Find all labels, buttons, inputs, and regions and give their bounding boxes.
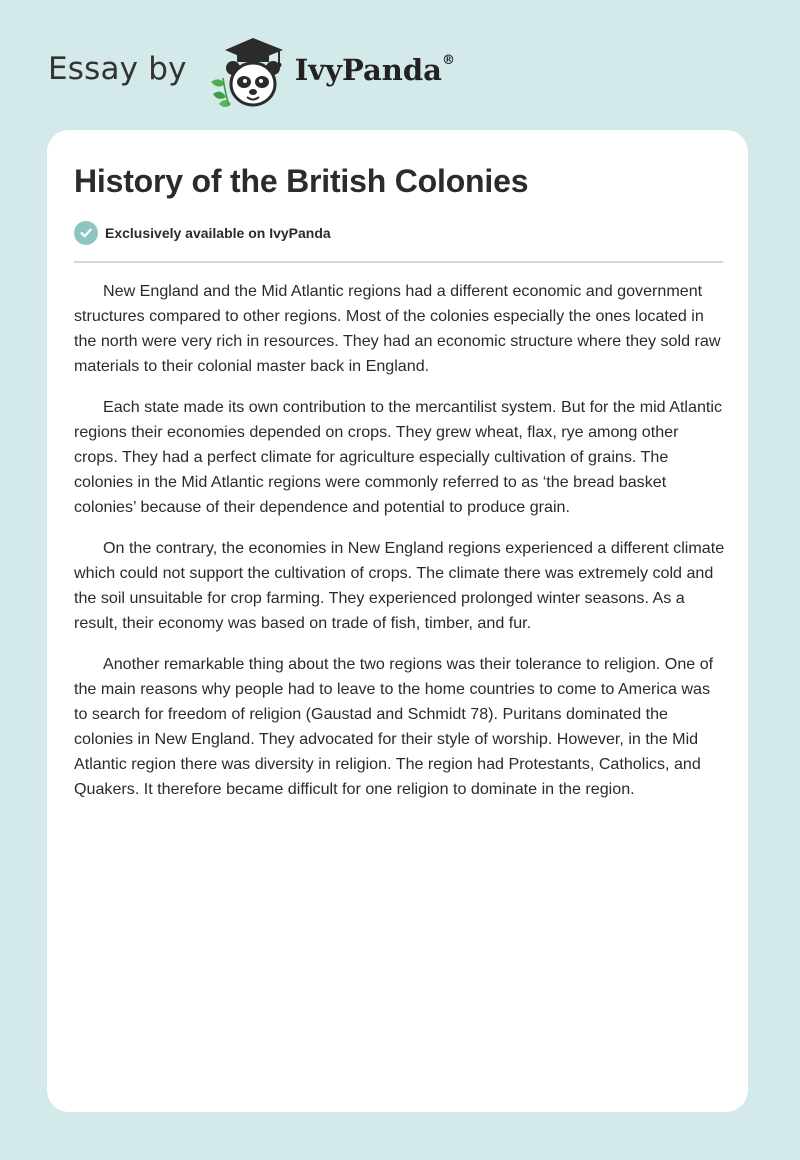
exclusive-badge [74,221,331,245]
essay-body [74,279,726,818]
site-header [48,34,455,110]
paragraph: New England and the Mid Atlantic regions had a different economic and government structures compared to other regions. Most of the colonies especially the ones located in the north were very rich in resources. They had an economic structure where they sold raw materials to their colonial master back in England. [74,282,721,375]
essay-card [47,130,748,1112]
page-title: History of the British Colonies [74,163,529,199]
exclusive-label: Exclusively available on IvyPanda [105,225,331,241]
paragraph: Another remarkable thing about the two regions was their tolerance to religion. One of the main reasons why people had to leave to the home countries to come to America was to search for freedom of religion (Gaustad and Schmidt 78). Puritans dominated the colonies in New England. They advocated for their style of worship. However, in the Mid Atlantic region there was diversity in religion. The region had Protestants, Catholics, and Quakers. It therefore became difficult for one religion to dominate in the region. [74,655,714,798]
paragraph: Each state made its own contribution to the mercantilist system. But for the mid Atlantic regions their economies depended on crops. They grew wheat, flax, rye among other crops. They had a perfect climate for agriculture especially cultivation of grains. The colonies in the Mid Atlantic regions were commonly referred to as ‘the bread basket colonies’ because of their dependence and potential to produce grain. [74,398,722,516]
essay-by-label: Essay by [48,51,187,87]
brand-name[interactable]: IvyPanda® [294,53,455,87]
ivypanda-logo-icon[interactable] [203,34,293,110]
paragraph: On the contrary, the economies in New England regions experienced a different climate which could not support the cultivation of crops. The climate there was extremely cold and the soil unsuitable for crop farming. They experienced prolonged winter seasons. As a result, their economy was based on trade of fish, timber, and fur. [74,539,725,632]
check-icon [74,221,98,245]
divider [74,261,723,263]
